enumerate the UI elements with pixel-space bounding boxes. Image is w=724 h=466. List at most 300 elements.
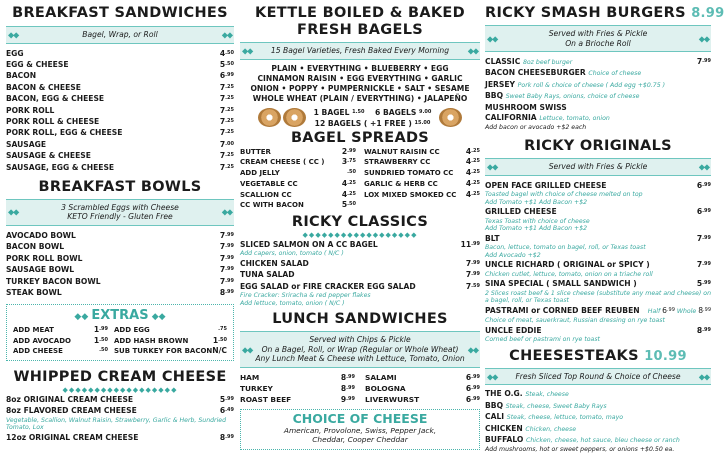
item-name: SUNDRIED TOMATO CC [364,169,454,178]
menu-item [364,157,480,168]
item-price: $7^{.99}$ [219,276,234,286]
menu-item [485,68,711,79]
bagel-icon [439,108,462,127]
item-price: $6^{.99}$ [662,305,675,315]
item-price: $4^{.25}$ [465,189,480,199]
item-price: $5^{.99}$ [219,395,234,405]
item-price-cents: .99 [702,208,711,215]
item-price-cents: .99 [471,271,480,278]
item-name: VEGETABLE CC [240,179,298,188]
item-price: $2^{.99}$ [341,146,356,156]
item-price: $6^{.99}$ [696,207,711,217]
whipped-cream-cheese-title: WHIPPED CREAM CHEESE [13,369,227,386]
item-price-cents: .99 [225,243,234,250]
item-name: CHICKEN SALAD [240,258,309,268]
item-price-cents: .50 [99,346,108,353]
menu-item [240,372,355,383]
item-price: $4^{.25}$ [341,189,356,199]
item-price: $5^{.50}$ [219,59,234,69]
item-price: $8^{.99}$ [219,288,234,297]
item-inline-desc: Lettuce, tomato, onion [539,115,610,123]
item-inline-desc: Steak, cheese, Sweet Baby Rays [505,402,607,410]
diamond-icon: ◆◆ [487,162,498,172]
item-price-cents: .25 [225,152,234,159]
menu-item [240,269,480,280]
item-price: $1^{.99}$ [93,325,108,335]
menu-item [6,48,234,59]
item-price-cents: .50 [347,169,356,176]
item-name: PORK ROLL, EGG & CHEESE [6,128,123,138]
item-price-cents: .49 [225,407,234,414]
menu-item [364,168,480,179]
item-price-cents: .75 [347,158,356,165]
item-price: $7^{.25}$ [219,116,234,126]
item-name: CALI Steak, cheese, lettuce, tomato, mayo [485,412,624,422]
item-price: $1^{.50}$ [93,335,108,345]
item-name: 8oz ORIGINAL CREAM CHEESE [6,395,134,405]
breakfast-bowl-list [6,230,234,298]
menu-item [6,405,234,416]
bagel-variety-line: ONION • POPPY • PUMPERNICKLE • SALT • SESAME [250,84,470,94]
item-price-cents: .59 [471,282,480,289]
ricky-originals-title: RICKY ORIGINALS [524,138,672,155]
diamond-divider-icon: ◆◆◆◆◆◆◆◆◆◆◆◆◆◆◆◆◆◆ [302,230,418,239]
item-name: PORK ROLL [6,105,55,115]
diamond-icon: ◆◆ [487,33,498,43]
item-name: PORK ROLL BOWL [6,253,83,263]
item-description: 2 Slices roast beef & 1 slice cheese (substitute any meat and cheese) on a bagel, roll, or Texas toast [485,289,711,305]
item-price-cents: .25 [471,179,480,186]
menu-item [485,305,711,317]
menu-item [6,59,234,70]
item-price [347,168,356,178]
item-price-cents: .99 [225,72,234,79]
item-name: BUTTER [240,147,271,156]
item-inline-desc: Chicken, cheese [525,425,576,433]
menu-item [485,103,711,113]
menu-item [6,162,234,173]
menu-item [6,264,234,275]
item-description: Toasted bagel with choice of cheese melted on top [485,190,643,198]
item-price-cents: .99 [702,326,711,333]
menu-item [485,412,711,423]
lunch-sandwiches-title: LUNCH SANDWICHES [272,311,448,328]
ricky-classics-list [240,239,480,307]
item-price: $4^{.25}$ [465,146,480,156]
menu-item [485,389,711,400]
item-description: Add Avocado +$2 [485,251,541,259]
item-price-cents: .99 [471,396,480,403]
menu-item [114,346,227,356]
breakfast-sandwiches-banner: ◆◆ Bagel, Wrap, or Roll ◆◆ [6,26,234,44]
bagel-varieties-list [240,64,480,105]
column-left [6,0,234,466]
cheesesteaks-banner: ◆◆ Fresh Sliced Top Round & Choice of Cheese ◆◆ [485,368,711,386]
item-name: EGG SALAD or FIRE CRACKER EGG SALAD [240,281,416,291]
ricky-classics-title: RICKY CLASSICS [291,213,429,230]
menu-item [13,325,108,335]
item-price-cents: .99 [225,434,234,441]
item-price: $6^{.99}$ [465,384,480,394]
item-name: BBQ Steak, cheese, Sweet Baby Rays [485,400,607,410]
menu-item [485,80,711,91]
item-name: SALAMI [365,372,397,382]
item-price-cents: .99 [702,261,711,268]
item-price: $7^{.99}$ [465,258,480,268]
kettle-title-line1: KETTLE BOILED & BAKED [255,5,465,21]
diamond-icon: ◆◆ [698,33,709,43]
item-price-cents: .25 [471,158,480,165]
item-price-cents: .99 [702,234,711,241]
kettle-banner: ◆◆ 15 Bagel Varieties, Fresh Baked Every Morning ◆◆ [240,42,480,60]
item-price-cents: .99 [99,326,108,333]
item-price: $9^{.99}$ [340,395,355,405]
bagels-image [439,108,462,127]
item-name: STRAWBERRY CC [364,158,431,167]
item-price-cents: .99 [225,289,234,295]
item-price-cents: .99 [346,385,355,392]
item-price: $8^{.99}$ [340,384,355,394]
diamond-icon: ◆◆ [242,46,253,55]
item-price-cents: .99 [702,181,711,188]
bagel-icon [258,108,281,127]
item-name: SCALLION CC [240,190,292,199]
item-price-cents: .99 [702,58,711,64]
diamond-icon: ◆◆ [698,162,709,172]
item-name: PASTRAMI or CORNED BEEF REUBEN [485,305,640,315]
menu-item [485,325,711,336]
item-name: SAUSAGE BOWL [6,265,75,275]
item-description: Choice of meat, sauerkraut, Russian dressing on rye toast [485,317,665,325]
item-description: Texas Toast with choice of cheese [485,217,590,225]
item-description: Add Tomato +$1 Add Bacon +$2 [485,225,588,233]
item-name: ADD AVOCADO [13,336,71,345]
menu-item [6,253,234,264]
menu-item [485,259,711,270]
menu-item [364,179,480,190]
item-price: $6^{.99}$ [696,180,711,190]
item-price: $5^{.99}$ [696,279,711,289]
lunch-right-list [365,372,480,406]
menu-item [485,56,711,68]
item-price: $6^{.99}$ [465,395,480,405]
item-description: Add Tomato +$1 Add Bacon +$2 [485,198,588,206]
item-price-cents: .99 [225,277,234,284]
diamond-icon: ◆◆ [698,371,709,381]
item-description: Add lettuce, tomato, onion ( N/C ) [240,299,345,307]
smash-footer: Add bacon or avocado +$2 each [485,124,587,132]
item-price-cents: .25 [225,106,234,113]
item-price-cents: .75 [218,326,227,333]
item-name: HAM [240,372,260,382]
item-price: $7^{.99}$ [219,265,234,275]
item-price-cents: .25 [471,147,480,154]
item-name: CC WITH BACON [240,201,304,210]
item-name: CHICKEN Chicken, cheese [485,423,576,433]
item-name: PORK ROLL & CHEESE [6,116,100,126]
item-name: CREAM CHEESE ( CC ) [240,158,325,167]
item-inline-desc: 8oz beef burger [522,59,573,66]
item-price-cents: .99 [471,373,480,380]
item-price: $7^{.25}$ [219,162,234,172]
item-price: $8^{.99}$ [698,305,711,315]
item-price-cents: .50 [347,201,356,208]
item-description: Chicken cutlet, lettuce, tomato, onion on a triache roll [485,270,653,278]
item-name: GRILLED CHEESE [485,207,557,217]
item-inline-desc: Pork roll & choice of cheese ( Add egg +$0.75 ) [517,81,666,89]
item-name: STEAK BOWL [6,288,62,297]
item-price [218,325,227,334]
item-inline-desc: Chicken, cheese, hot sauce, bleu cheese or ranch [526,437,680,445]
item-price: $7^{.25}$ [219,82,234,92]
menu-item [6,93,234,104]
menu-item [485,180,711,191]
diamond-icon: ◆◆ [221,30,232,39]
item-name: ROAST BEEF [240,395,292,405]
cheesesteaks-title: CHEESESTEAKS 10.99 [509,347,687,364]
item-price: $7^{.25}$ [219,128,234,138]
bagels-image [258,108,306,127]
item-description: Vegetable, Scallion, Walnut Raisin, Strawberry, Garlic & Herb, Sundried Tomato, Lox [6,416,227,432]
menu-item [485,113,711,124]
item-price: $7^{.99}$ [696,57,711,66]
item-name: UNCLE RICHARD ( ORIGINAL or SPICY ) [485,260,650,270]
menu-item [485,435,711,446]
item-name: THE O.G. Steak, cheese [485,389,569,399]
item-name: EGG [6,48,24,58]
item-price: $8^{.99}$ [219,433,234,443]
item-price-cents: .99 [346,396,355,403]
item-price: $7^{.99}$ [219,242,234,252]
item-price-cents: .99 [225,254,234,261]
item-name: EGG & CHEESE [6,59,69,69]
lunch-banner: ◆◆ Served with Chips & Pickle On a Bagel, Roll, or Wrap (Regular or Whole Wheat) Any Lunch Meat & Cheese with Lettuce, Tomato, Onion ◆◆ [240,331,480,368]
menu-item [240,281,480,292]
item-price-cents: .00 [225,140,234,147]
item-price-cents: .99 [471,240,480,247]
item-name: WALNUT RAISIN CC [364,147,440,156]
smash-burgers-title: RICKY SMASH BURGERS 8.99 [485,5,724,21]
diamond-icon: ◆◆ [8,207,19,217]
item-name: CLASSIC 8oz beef burger [485,57,573,66]
item-price: N/C [212,345,227,355]
menu-item [6,287,234,298]
item-name: SAUSAGE & CHEESE [6,151,91,161]
item-price-cents: .99 [225,231,234,238]
item-half-whole: Half $6^{.99}$ Whole $8^{.99}$ [647,305,711,315]
item-price-cents: .99 [346,373,355,380]
item-price: $6^{.49}$ [219,406,234,416]
menu-item [240,239,480,250]
item-name: SINA SPECIAL ( SMALL SANDWICH ) [485,279,637,289]
diamond-icon: ◆◆ [467,46,478,55]
kettle-title-line2: FRESH BAGELS [297,22,423,38]
choice-of-cheese-title: CHOICE OF CHEESE [292,410,428,426]
menu-item [6,116,234,127]
item-price: $4^{.25}$ [341,178,356,188]
item-price: $6^{.99}$ [219,71,234,81]
bagel-variety-line: WHOLE WHEAT (PLAIN / EVERYTHING) • JALAPEÑO [252,94,468,104]
menu-item [6,105,234,116]
menu-item [365,372,480,383]
item-name: BUFFALO Chicken, cheese, hot sauce, bleu cheese or ranch [485,435,680,445]
diamond-icon: ◆◆ [487,371,498,381]
item-name: MUSHROOM SWISS [485,102,567,112]
item-inline-desc: Choice of cheese [588,70,642,78]
item-price: $11^{.99}$ [460,239,480,249]
item-price-cents: .25 [471,190,480,197]
breakfast-bowls-title: BREAKFAST BOWLS [38,178,202,195]
menu-item [6,82,234,93]
diamond-divider-icon: ◆◆◆◆◆◆◆◆◆◆◆◆◆◆◆◆◆◆ [62,386,178,395]
smash-burger-list [485,56,711,124]
menu-item [240,147,356,158]
menu-item [365,383,480,394]
item-price-cents: .25 [225,117,234,124]
extras-left-list [13,325,108,356]
item-name: LOX MIXED SMOKED CC [364,190,457,199]
originals-banner: ◆◆ Served with Fries & Pickle ◆◆ [485,158,711,176]
column-right [485,0,724,466]
menu-item [114,325,227,335]
item-price-cents: .25 [225,83,234,90]
diamond-icon: ◆◆ [467,344,478,354]
item-price: $3^{.75}$ [341,157,356,167]
cheesesteaks-footer: Add mushrooms, hot or sweet peppers, or onions +$0.50 ea. [485,446,675,454]
item-price: $4^{.25}$ [465,157,480,167]
item-name: UNCLE EDDIE [485,325,542,335]
smash-banner: ◆◆ Served with Fries & Pickle On a Brioche Roll ◆◆ [485,25,711,52]
menu-item [6,230,234,241]
menu-item [485,424,711,435]
extras-title: ◆◆ EXTRAS ◆◆ [74,308,166,324]
item-name: BACON [6,71,37,81]
breakfast-bowls-banner: ◆◆ 3 Scrambled Eggs with Cheese KETO Friendly - Gluten Free ◆◆ [6,199,234,226]
item-price: $1^{.50}$ [212,335,227,345]
item-name: 12oz ORIGINAL CREAM CHEESE [6,433,139,443]
item-price-cents: .50 [225,49,234,56]
item-name: BACON BOWL [6,242,65,252]
menu-item [6,241,234,252]
bagel-variety-line: CINNAMON RAISIN • EGG EVERYTHING • GARLIC [257,73,463,83]
bagel-prices: 1 BAGEL $^{1.50}$ 6 BAGELS $^{9.00}$ 12 BAGELS ( +1 FREE ) $^{15.00}$ [313,107,432,128]
item-price: $7^{.99}$ [219,253,234,263]
item-name: BLT [485,233,500,243]
menu-item [6,394,234,405]
item-price-cents: .25 [347,179,356,186]
breakfast-sandwiches-title: BREAKFAST SANDWICHES [12,5,228,21]
cheesesteaks-list [485,389,711,446]
menu-item [13,336,108,346]
item-price: $7^{.00}$ [219,139,234,149]
item-price: $7^{.25}$ [219,151,234,161]
breakfast-sandwich-list [6,48,234,173]
item-name: ADD CHEESE [13,346,63,355]
bagel-price-area [240,107,480,129]
item-price: $7^{.25}$ [219,94,234,104]
item-price-cents: .99 [702,280,711,287]
item-name: BACON & CHEESE [6,82,81,92]
item-name: SAUSAGE, EGG & CHEESE [6,162,115,172]
item-price: $7^{.99}$ [696,233,711,243]
item-name: TURKEY BACON BOWL [6,276,101,286]
menu-item [6,70,234,81]
item-name: TUNA SALAD [240,270,295,280]
item-price: $5^{.50}$ [341,200,356,210]
item-description: Add capers, onion, tomato ( N/C ) [240,250,344,258]
bagel-variety-line: PLAIN • EVERYTHING • BLUEBERRY • EGG [271,63,449,73]
item-price [99,346,108,355]
menu-item [240,179,356,190]
item-price-cents: .99 [225,396,234,403]
item-price: $7^{.99}$ [696,260,711,270]
item-name: TURKEY [240,384,273,394]
item-name: JERSEY Pork roll & choice of cheese ( Add egg +$0.75 ) [485,79,666,89]
item-price-cents: .25 [225,95,234,102]
item-name: GARLIC & HERB CC [364,179,438,188]
item-name: ADD EGG [113,326,150,335]
menu-item [240,190,356,201]
menu-item [13,346,108,356]
extras-right-list [114,325,227,356]
item-price-cents: .99 [471,385,480,392]
item-price-cents: .50 [99,336,108,343]
menu-item [6,150,234,161]
whipped-cream-cheese-list [6,394,234,443]
choice-of-cheese-box [240,409,480,450]
item-price-cents: .99 [471,259,480,266]
menu-item [485,278,711,289]
diamond-icon: ◆◆ [8,30,19,39]
item-name: ADD JELLY [240,169,280,178]
menu-item [365,394,480,405]
ricky-originals-list [485,180,711,344]
item-price: $4^{.50}$ [219,48,234,58]
menu-item [364,190,480,201]
menu-item [485,206,711,217]
item-price-cents: .99 [666,306,675,313]
spreads-left-list [240,147,356,211]
column-middle [240,0,480,466]
choice-of-cheese-line1: American, Provolone, Swiss, Pepper Jack, [283,425,437,435]
item-price: $7^{.99}$ [219,230,234,240]
lunch-left-list [240,372,355,406]
item-name: AVOCADO BOWL [6,230,76,240]
choice-of-cheese-line2: Cheddar, Cooper Cheddar [312,435,408,445]
item-price: $6^{.99}$ [465,372,480,382]
item-price-cents: .99 [703,306,711,313]
item-name: ADD MEAT [13,326,54,335]
menu-item [485,233,711,244]
item-name: BACON, EGG & CHEESE [6,94,105,104]
item-price: $7^{.59}$ [465,281,480,291]
menu-item [485,401,711,412]
bagel-icon [283,108,306,127]
menu-item [240,258,480,269]
menu-item [364,147,480,158]
item-name: CALIFORNIA Lettuce, tomato, onion [485,113,610,123]
item-price-cents: .50 [218,336,227,343]
item-price-cents: .25 [471,169,480,176]
item-name: BACON CHEESEBURGER Choice of cheese [485,68,642,78]
menu-item [6,432,234,443]
item-price-cents: .50 [225,60,234,67]
menu-item [240,394,355,405]
item-price: $4^{.25}$ [465,168,480,178]
menu-item [240,168,356,179]
item-price: $8^{.99}$ [340,372,355,382]
item-name: BBQ Sweet Baby Rays, onions, choice of cheese [485,91,640,101]
